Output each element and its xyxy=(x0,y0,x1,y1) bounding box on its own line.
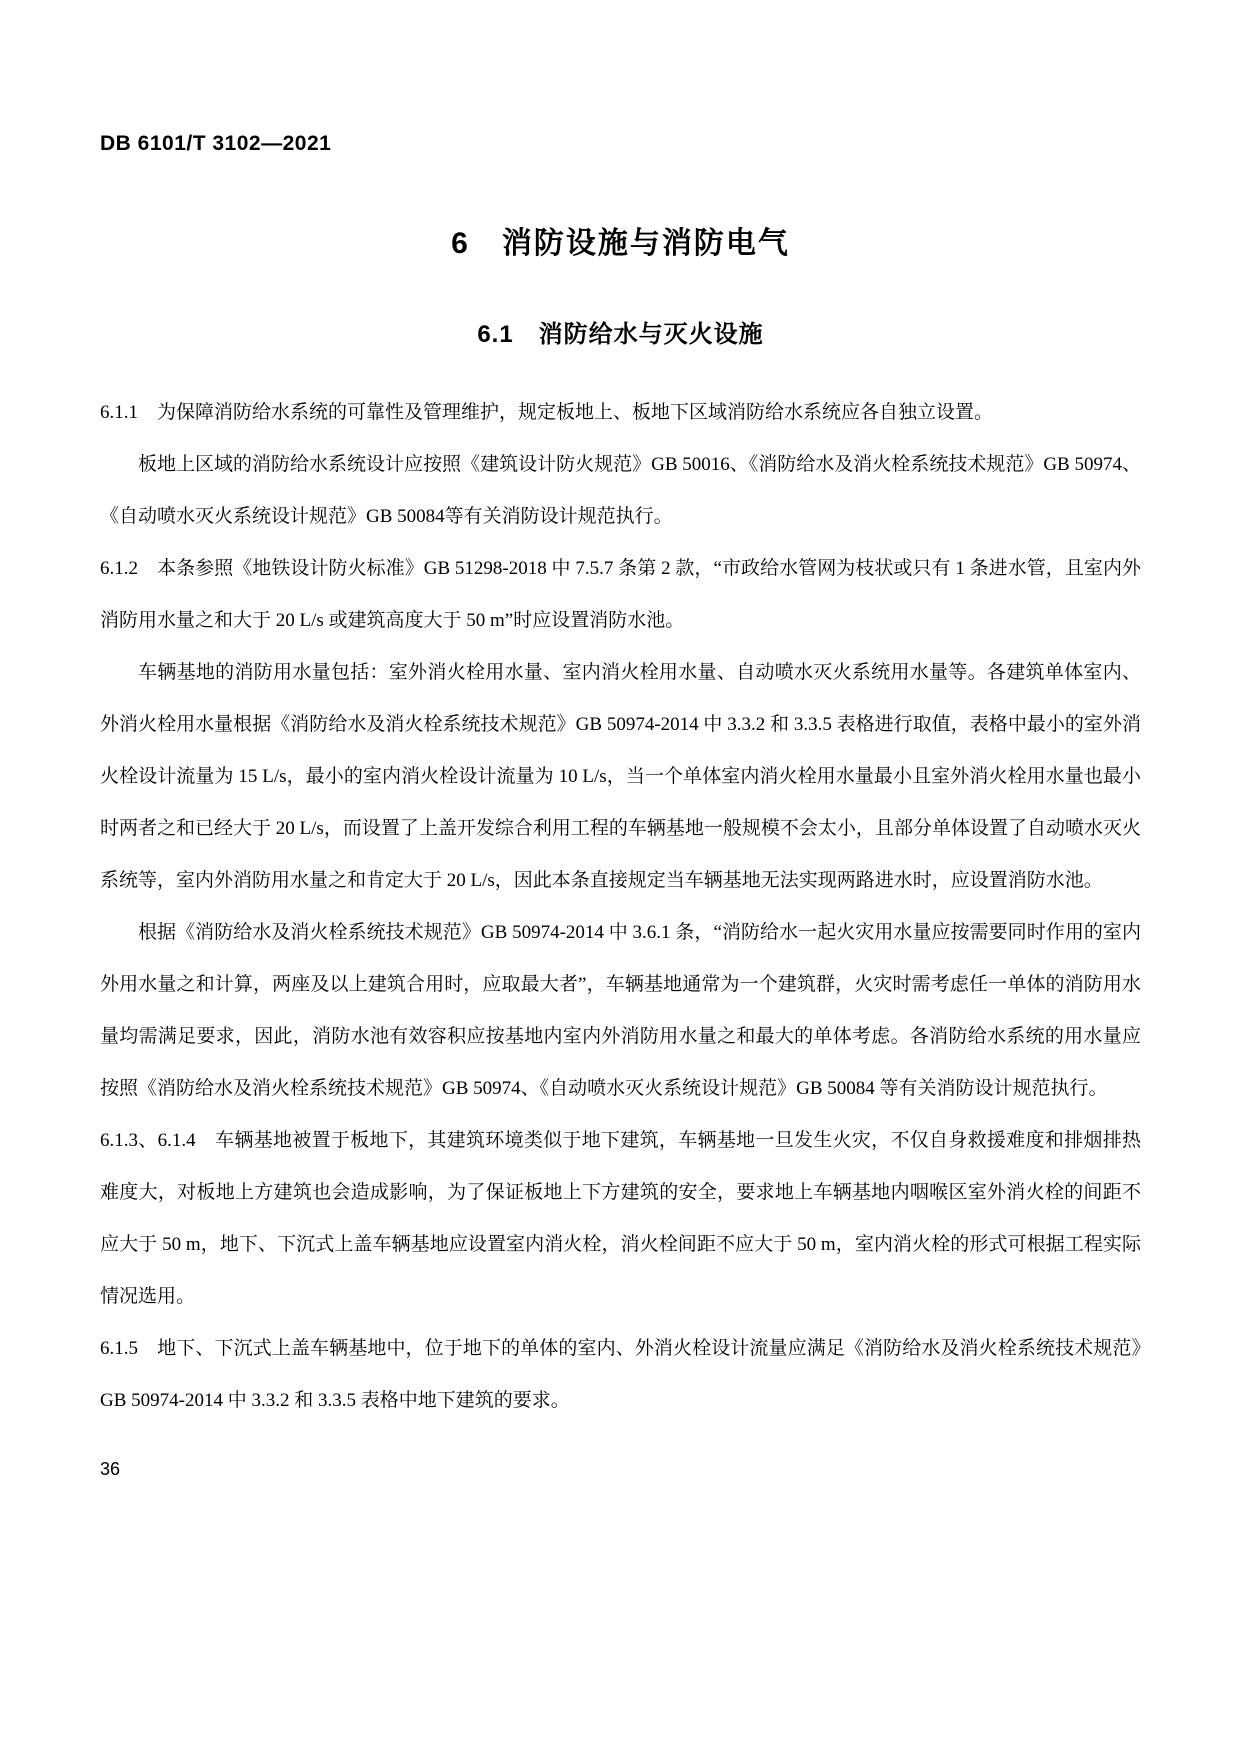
document-body xyxy=(100,387,1141,1427)
chapter-title: 6 消防设施与消防电气 xyxy=(451,227,790,260)
paragraph-6-1-5: 6.1.5 地下、下沉式上盖车辆基地中，位于地下的单体的室内、外消火栓设计流量应满足《消防给水及消火栓系统技术规范》GB 50974-2014 中 3.3.2 和 3.3.5 表格中地下建筑的要求。 xyxy=(100,1338,1141,1411)
paragraph-6-1-1-continuation: 板地上区域的消防给水系统设计应按照《建筑设计防火规范》GB 50016、《消防给水及消火栓系统技术规范》GB 50974、《自动喷水灭火系统设计规范》GB 50084等有关消防设计规范执行。 xyxy=(100,454,1141,527)
section-title: 6.1 消防给水与灭火设施 xyxy=(477,321,764,348)
paragraph-6-1-2: 6.1.2 本条参照《地铁设计防火标准》GB 51298-2018 中 7.5.7 条第 2 款，“市政给水管网为枝状或只有 1 条进水管，且室内外消防用水量之和大于 20 L/s 或建筑高度大于 50 m”时应设置消防水池。 xyxy=(100,558,1141,631)
page-number: 36 xyxy=(100,1459,121,1479)
paragraph-6-1-2-continuation-1: 车辆基地的消防用水量包括：室外消火栓用水量、室内消火栓用水量、自动喷水灭火系统用水量等。各建筑单体室内、外消火栓用水量根据《消防给水及消火栓系统技术规范》GB 50974-2014 中 3.3.2 和 3.3.5 表格进行取值，表格中最小的室外消火栓设计流量为 15 L/s，最小的室内消火栓设计流量为 10 L/s，当一个单体室内消火栓用水量最小且室外消火栓用水量也最小时两者之和已经大于 20 L/s，而设置了上盖开发综合利用工程的车辆基地一般规模不会太小，且部分单体设置了自动喷水灭火系统等，室内外消防用水量之和肯定大于 20 L/s，因此本条直接规定当车辆基地无法实现两路进水时，应设置消防水池。 xyxy=(100,662,1141,891)
paragraph-6-1-1: 6.1.1 为保障消防给水系统的可靠性及管理维护，规定板地上、板地下区域消防给水系统应各自独立设置。 xyxy=(100,402,994,423)
paragraph-6-1-3-and-6-1-4: 6.1.3、6.1.4 车辆基地被置于板地下，其建筑环境类似于地下建筑，车辆基地一旦发生火灾，不仅自身救援难度和排烟排热难度大，对板地上方建筑也会造成影响，为了保证板地上下方建筑的安全，要求地上车辆基地内咽喉区室外消火栓的间距不应大于 50 m，地下、下沉式上盖车辆基地应设置室内消火栓，消火栓间距不应大于 50 m，室内消火栓的形式可根据工程实际情况选用。 xyxy=(100,1130,1141,1307)
doc-code: DB 6101/T 3102—2021 xyxy=(100,132,332,155)
paragraph-6-1-2-continuation-2: 根据《消防给水及消火栓系统技术规范》GB 50974-2014 中 3.6.1 条，“消防给水一起火灾用水量应按需要同时作用的室内外用水量之和计算，两座及以上建筑合用时，应取最大者”，车辆基地通常为一个建筑群，火灾时需考虑任一单体的消防用水量均需满足要求，因此，消防水池有效容积应按基地内室内外消防用水量之和最大的单体考虑。各消防给水系统的用水量应按照《消防给水及消火栓系统技术规范》GB 50974、《自动喷水灭火系统设计规范》GB 50084 等有关消防设计规范执行。 xyxy=(100,922,1141,1099)
